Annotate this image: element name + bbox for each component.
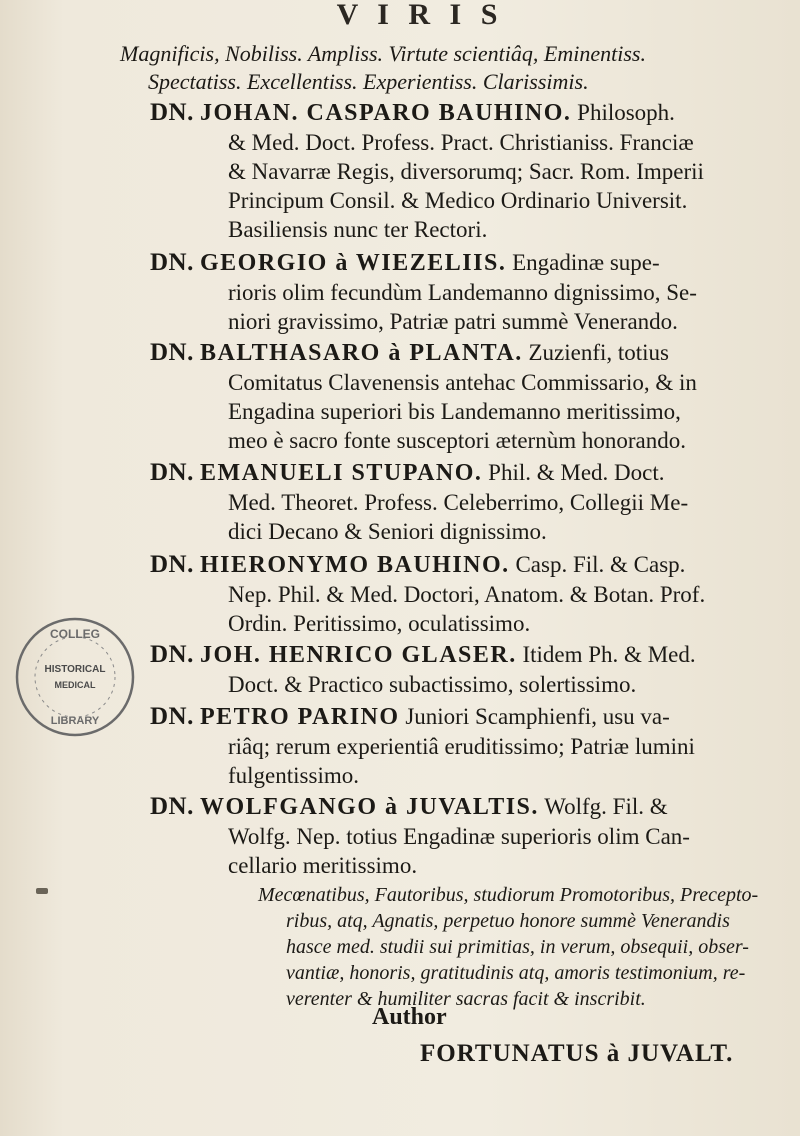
entry-line: Med. Theoret. Profess. Celeberrimo, Collegii Me- xyxy=(228,490,689,515)
entry-line: & Med. Doct. Profess. Pract. Christianiss. Franciæ xyxy=(228,130,694,155)
entry-line: meo è sacro fonte susceptori æternùm honorando. xyxy=(228,428,686,453)
entry-line: Comitatus Clavenensis antehac Commissario, & in xyxy=(228,370,697,395)
dedicatee-entry-wiezeliis xyxy=(0,248,790,336)
dn-prefix: DN. xyxy=(150,641,194,668)
entry-text: Engadinæ supe- xyxy=(512,250,660,275)
library-stamp xyxy=(10,612,140,742)
stamp-middle-text: HISTORICAL xyxy=(44,664,106,675)
dedicatee-name: BALTHASARO à PLANTA. xyxy=(200,340,523,366)
entry-text: Juniori Scamphienfi, usu va- xyxy=(405,704,670,729)
entry-text: Philosoph. xyxy=(577,100,675,125)
dedication-line-1: Magnificis, Nobiliss. Ampliss. Virtute scientiâq, Eminentiss. xyxy=(120,41,646,66)
author-label: Author xyxy=(372,1004,447,1030)
dedication-block xyxy=(120,40,760,96)
entry-text: Casp. Fil. & Casp. xyxy=(515,552,686,577)
closing-line: ribus, atq, Agnatis, perpetuo honore summè Venerandis xyxy=(286,910,730,932)
dedication-line-2: Spectatiss. Excellentiss. Experientiss. Clarissimis. xyxy=(148,69,589,94)
entry-text: Zuzienfi, totius xyxy=(528,340,670,365)
dn-prefix: DN. xyxy=(150,703,194,730)
dedicatee-entry-planta xyxy=(0,338,790,455)
stamp-top-text: COLLEG xyxy=(50,627,100,641)
dedicatee-entry-juvaltis xyxy=(0,792,790,880)
dedicatee-entry-stupano xyxy=(0,458,790,546)
stamp-lower-text: MEDICAL xyxy=(54,680,96,690)
dedicatee-name: HIERONYMO BAUHINO. xyxy=(200,552,510,578)
dn-prefix: DN. xyxy=(150,459,194,486)
entry-text: Phil. & Med. Doct. xyxy=(488,460,665,485)
entry-line: Wolfg. Nep. totius Engadinæ superioris olim Can- xyxy=(228,824,690,849)
dn-prefix: DN. xyxy=(150,551,194,578)
entry-line: riâq; rerum experientiâ eruditissimo; Patriæ lumini xyxy=(228,734,695,759)
stamp-bottom-text: LIBRARY xyxy=(50,715,100,727)
dedicatee-name: PETRO PARINO xyxy=(200,704,400,730)
margin-mark xyxy=(36,888,48,894)
dn-prefix: DN. xyxy=(150,99,194,126)
dedicatee-name: GEORGIO à WIEZELIIS. xyxy=(200,250,507,276)
entry-line: fulgentissimo. xyxy=(228,763,359,788)
dedicatee-name: JOHAN. CASPARO BAUHINO. xyxy=(200,100,572,126)
author-signature: FORTUNATUS à JUVALT. xyxy=(420,1040,734,1067)
dn-prefix: DN. xyxy=(150,793,194,820)
dedicatee-entry-bauhino-caspar xyxy=(0,98,790,244)
entry-line: cellario meritissimo. xyxy=(228,853,418,878)
dedicatee-name: EMANUELI STUPANO. xyxy=(200,460,483,486)
closing-line: verenter & humiliter sacras facit & inscribit. xyxy=(286,988,646,1010)
entry-line: Principum Consil. & Medico Ordinario Universit. xyxy=(228,188,688,213)
entry-line: Nep. Phil. & Med. Doctori, Anatom. & Botan. Prof. xyxy=(228,582,706,607)
entry-text: Itidem Ph. & Med. xyxy=(522,642,696,667)
closing-line: vantiæ, honoris, gratitudinis atq, amoris testimonium, re- xyxy=(286,962,746,984)
entry-line: & Navarræ Regis, diversorumq; Sacr. Rom. Imperii xyxy=(228,159,704,184)
entry-line: Ordin. Peritissimo, oculatissimo. xyxy=(228,611,531,636)
dn-prefix: DN. xyxy=(150,339,194,366)
entry-line: Basiliensis nunc ter Rectori. xyxy=(228,217,488,242)
entry-text: Wolfg. Fil. & xyxy=(544,794,668,819)
entry-line: rioris olim fecundùm Landemanno dignissimo, Se- xyxy=(228,280,697,305)
entry-line: dici Decano & Seniori dignissimo. xyxy=(228,519,547,544)
entry-line: Engadina superiori bis Landemanno meritissimo, xyxy=(228,399,681,424)
entry-line: Doct. & Practico subactissimo, solertissimo. xyxy=(228,672,637,697)
page-header: V I R I S xyxy=(336,0,504,30)
dn-prefix: DN. xyxy=(150,249,194,276)
stamp-inner-ring xyxy=(35,637,115,717)
dedicatee-name: JOH. HENRICO GLASER. xyxy=(200,642,517,668)
entry-line: niori gravissimo, Patriæ patri summè Venerando. xyxy=(228,309,678,334)
closing-line: Mecœnatibus, Fautoribus, studiorum Promotoribus, Precepto- xyxy=(258,884,759,906)
dedicatee-name: WOLFGANGO à JUVALTIS. xyxy=(200,794,539,820)
closing-dedication xyxy=(0,882,790,1012)
closing-line: hasce med. studii sui primitias, in verum, obsequii, obser- xyxy=(286,936,749,958)
